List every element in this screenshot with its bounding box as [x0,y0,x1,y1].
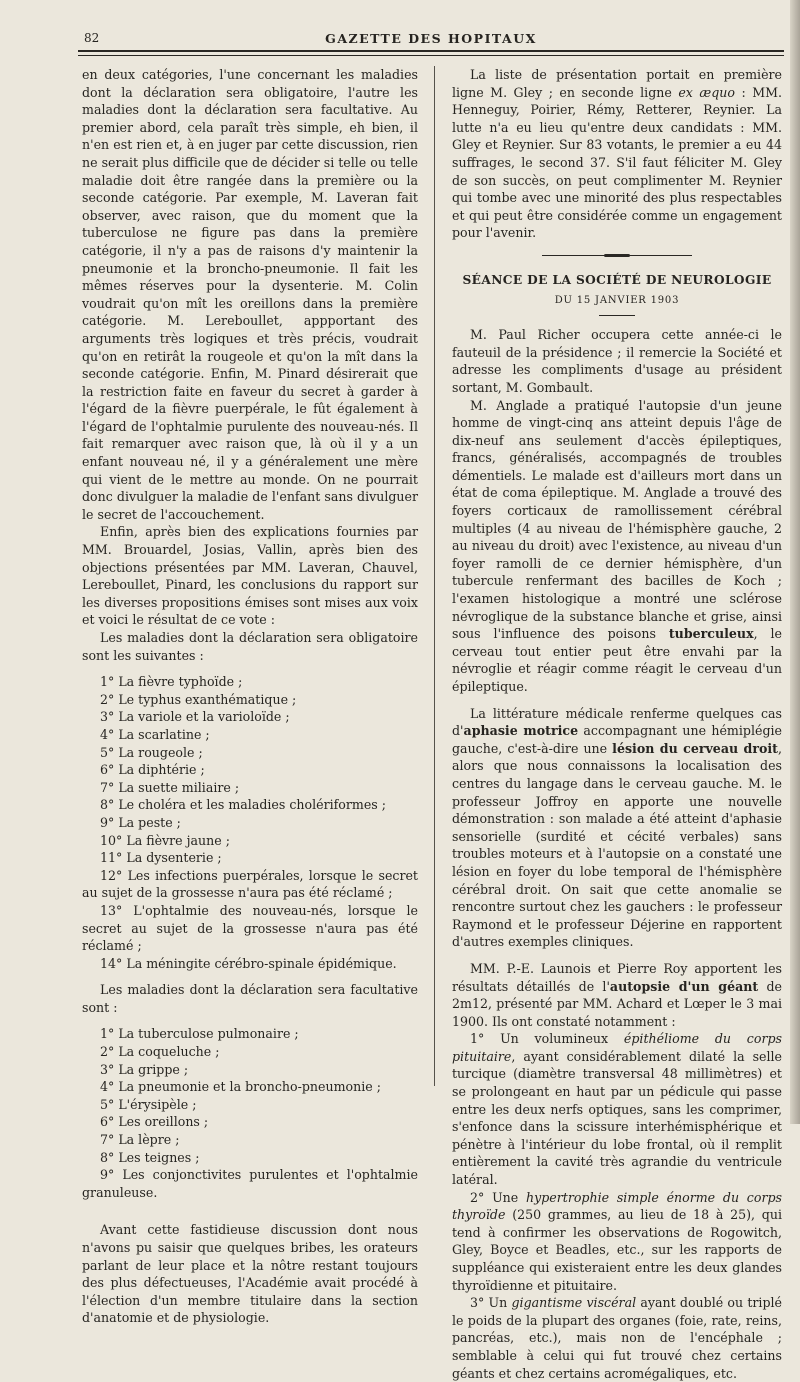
list-item: 1° La fièvre typhoïde ; [100,674,243,690]
list-item: 6° La diphtérie ; [100,762,205,778]
list-item: 9° Les conjonctivites purulentes et l'ophtalmie granuleuse. [82,1167,418,1200]
paragraph: 1° Un volumineux épithéliome du corps pituitaire, ayant considérablement dilaté la selle turcique (diamètre transversal 48 millimètres) et se prolongeant en haut par un pédicule qui passe entre les deux nerfs optiques, sans les comprimer, s'enfonce dans la scissure interhémisphérique et pénètre à l'intérieur du lobe frontal, où il remplit entièrement la cavité très agrandie du ventricule latéral. [452,1031,782,1188]
left-column [82,66,418,1327]
list-item: 10° La fièvre jaune ; [100,832,230,848]
header-rule-thin [78,55,784,56]
list-item: 2° Le typhus exanthématique ; [100,691,297,707]
paragraph: MM. P.-E. Launois et Pierre Roy apportent les résultats détaillés de l'autopsie d'un géant de 2m12, présenté par MM. Achard et Lœper le 3 mai 1900. Ils ont constaté notamment : [452,960,782,1029]
section-title: SÉANCE DE LA SOCIÉTÉ DE NEUROLOGIE [462,272,772,287]
list-item: 5° L'érysipèle ; [100,1096,197,1112]
right-column [452,66,782,1382]
paragraph: 3° Un gigantisme viscéral ayant doublé ou triplé le poids de la plupart des organes (foie, rate, reins, pancréas, etc.), mais non de l'encéphale ; semblable à celui qui fut trouvé chez certains géants et chez certains acromégaliques, etc. [452,1295,782,1381]
paragraph: Enfin, après bien des explications fournies par MM. Brouardel, Josias, Vallin, après bien des objections présentées par MM. Laveran, Chauvel, Lereboullet, Pinard, les conclusions du rapport sur les diverses propositions émises sont mises aux voix et voici le résultat de ce vote : [82,524,418,628]
column-divider [434,66,435,1086]
list-item: 1° La tuberculose pulmonaire ; [100,1026,299,1042]
ornament-divider [542,254,692,258]
list-item: 3° La grippe ; [100,1061,189,1077]
list-item: 4° La pneumonie et la broncho-pneumonie ; [100,1079,381,1095]
list-item: 6° Les oreillons ; [100,1114,209,1130]
paragraph: M. Paul Richer occupera cette année-ci le fauteuil de la présidence ; il remercie la Société et adresse les compliments d'usage au président sortant, M. Gombault. [452,327,782,395]
list-item: 11° La dysenterie ; [100,850,222,866]
list-item: 4° La scarlatine ; [100,726,210,742]
list-item: 3° La variole et la varioloïde ; [100,709,290,725]
list-item: 5° La rougeole ; [100,744,203,760]
short-rule [599,315,635,316]
page-edge [790,0,800,1124]
paragraph: M. Anglade a pratiqué l'autopsie d'un jeune homme de vingt-cinq ans atteint depuis l'âge de dix-neuf ans seulement d'accès épileptiques, francs, généralisés, accompagnés de troubles démentiels. Le malade est d'ailleurs mort dans un état de coma épileptique. M. Anglade a trouvé des foyers corticaux de ramollissement cérébral multiples (4 au niveau de l'hémisphère gauche, 2 au niveau du droit) avec l'existence, au niveau d'un foyer ramolli de ce dernier hémisphère, d'un tubercule renfermant des bacilles de Koch ; l'examen histologique a montré une sclérose névroglique de la substance blanche et grise, ainsi sous l'influence des poisons tuberculeux, le cerveau tout entier peut être envahi par la névroglie et réagir comme réagit le cerveau d'un épileptique. [452,397,782,694]
paragraph: 2° Une hypertrophie simple énorme du corps thyroïde (250 grammes, au lieu de 18 à 25), qui tend à confirmer les observations de Rogowitch, Gley, Boyce et Beadles, etc., sur les rapports de suppléance qui existeraient entre les deux glandes thyroïdienne et pituitaire. [452,1189,782,1293]
list-item: 14° La méningite cérébro-spinale épidémique. [100,955,397,971]
paragraph: La liste de présentation portait en première ligne M. Gley ; en seconde ligne ex æquo : MM. Henneguy, Poirier, Rémy, Retterer, Reynier. La lutte n'a eu lieu qu'entre deux candidats : MM. Gley et Reynier. Sur 83 votants, le premier a eu 44 suffrages, le second 37. S'il faut féliciter M. Gley de son succès, on peut complimenter M. Reynier qui tombe avec une minorité des plus respectables et qui peut être considérée comme un engagement pour l'avenir. [452,67,782,241]
list-item: 13° L'ophtalmie des nouveau-nés, lorsque le secret au sujet de la grossesse n'aura pas été réclamé ; [82,902,418,954]
section-date: DU 15 JANVIER 1903 [554,294,680,306]
paragraph: Les maladies dont la déclaration sera obligatoire sont les suivantes : [82,630,418,663]
list-item: 7° La lèpre ; [100,1132,180,1148]
list-item: 9° La peste ; [100,814,181,830]
running-title: GAZETTE DES HOPITAUX [325,31,537,46]
list-item: 8° Le choléra et les maladies cholériformes ; [100,797,386,813]
page-number: 82 [84,31,100,45]
list-item: 7° La suette miliaire ; [100,779,240,795]
paragraph: La littérature médicale renferme quelques cas d'aphasie motrice accompagnant une hémiplégie gauche, c'est-à-dire une lésion du cerveau droit, alors que nous connaissons la localisation des centres du langage dans le cerveau gauche. M. le professeur Joffroy en apporte une nouvelle démonstration : son malade a été atteint d'aphasie sensorielle (surdité et cécité verbales) sans troubles moteurs et à l'autopsie on a constaté une lésion en foyer du lobe temporal de l'hémisphère cérébral droit. On sait que cette anomalie se rencontre surtout chez les gauchers : le professeur Raymond et le professeur Déjerine en rapportent d'autres exemples cliniques. [452,705,783,950]
page-header [78,28,784,50]
list-item: 12° Les infections puerpérales, lorsque le secret au sujet de la grossesse n'aura pas été réclamé ; [82,867,418,901]
header-rule-thick [78,50,784,52]
paragraph: Les maladies dont la déclaration sera facultative sont : [82,982,418,1015]
obligatory-diseases-list [82,673,418,972]
list-item: 8° Les teignes ; [100,1149,200,1165]
paragraph: en deux catégories, l'une concernant les maladies dont la déclaration sera obligatoire, l'autre les maladies dont la déclaration sera facultative. Au premier abord, cela paraît très simple, eh bien, il n'en est rien et, à en juger par cette discussion, rien ne serait plus difficile que de décider si telle ou telle maladie doit être rangée dans la première ou la seconde catégorie. Par exemple, M. Laveran fait observer, avec raison, que du moment que la tuberculose ne figure pas dans la première catégorie, il n'y a pas de raisons d'y maintenir la pneumonie et la broncho-pneumonie. Il fait les mêmes réserves pour la dysenterie. M. Colin voudrait qu'on mît les oreillons dans la première catégorie. M. Lereboullet, appportant des arguments très logiques et très précis, voudrait qu'on en retirât la rougeole et qu'on la mît dans la seconde catégorie. Enfin, M. Pinard désirerait que la restriction faite en faveur du secret à garder à l'égard de la fièvre puerpérale, le fût également à l'égard de l'ophtalmie purulente des nouveau-nés. Il fait remarquer avec raison que, là où il y a un enfant nouveau né, il y a généralement une mère qui vient de le mettre au monde. On ne pourrait donc divulguer la maladie de l'enfant sans divulguer le secret de l'accouchement. [82,67,418,522]
optional-diseases-list [82,1025,418,1201]
list-item: 2° La coqueluche ; [100,1044,220,1060]
paragraph: Avant cette fastidieuse discussion dont nous n'avons pu saisir que quelques bribes, les orateurs parlant de leur place et la nôtre restant toujours des plus défectueuses, l'Académie avait procédé à l'élection d'un membre titulaire dans la section d'anatomie et de physiologie. [82,1222,418,1326]
